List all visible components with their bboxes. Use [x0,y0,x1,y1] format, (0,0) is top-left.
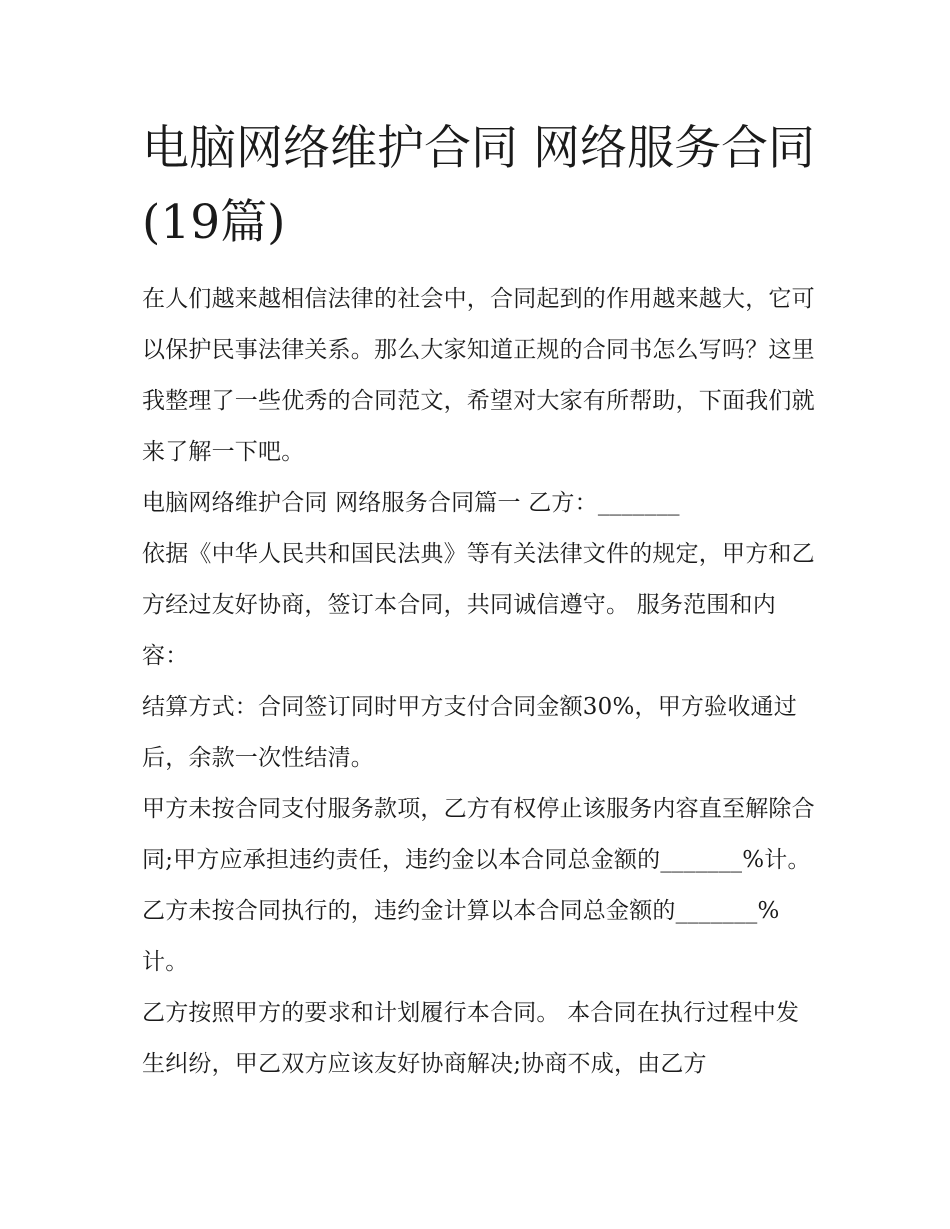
intro-paragraph: 在人们越来越相信法律的社会中，合同起到的作用越来越大，它可以保护民事法律关系。那么大家知道正规的合同书怎么写吗？这里我整理了一些优秀的合同范文，希望对大家有所帮助，下面我们就来了解一下吧。 [142,286,815,465]
legal-basis-paragraph: 依据《中华人民共和国民法典》等有关法律文件的规定，甲方和乙方经过友好协商，签订本合同，共同诚信遵守。 服务范围和内容： [142,541,815,669]
section-heading-paragraph: 电脑网络维护合同 网络服务合同篇一 乙方：_______ [142,490,680,516]
breach-paragraph: 甲方未按合同支付服务款项，乙方有权停止该服务内容直至解除合同;甲方应承担违约责任，违约金以本合同总金额的_______%计。乙方未按合同执行的，违约金计算以本合同总金额的_______%计。 [142,796,815,975]
settlement-paragraph: 结算方式：合同签订同时甲方支付合同金额30%，甲方验收通过后，余款一次性结清。 [142,694,797,771]
dispute-paragraph: 乙方按照甲方的要求和计划履行本合同。 本合同在执行过程中发生纠纷，甲乙双方应该友好协商解决;协商不成，由乙方 [142,1000,800,1077]
document-title: 电脑网络维护合同 网络服务合同(19篇) [142,121,815,250]
document-body [142,112,822,1090]
